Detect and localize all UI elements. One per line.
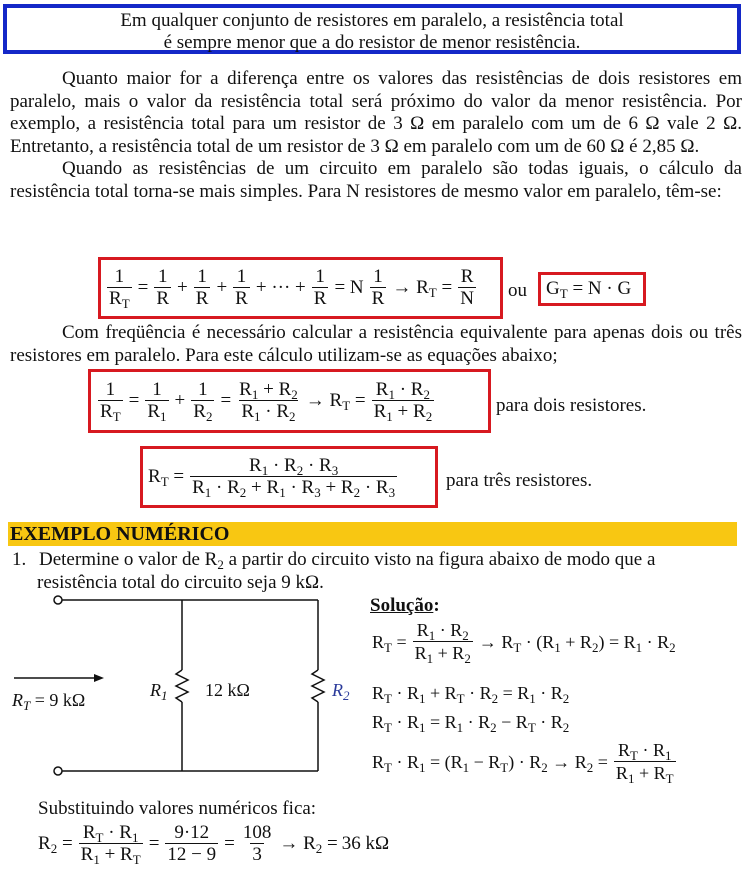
numeric-solution: $R_2$ = $\frac{R_T \cdot R_1}{R_1 + R_T}$ = $\frac{9\cdot 12}{12 - 9}$ = $\frac{108}{3}$ → $R_2$ = 36 kΩ: [38, 822, 390, 867]
highlight-note: [3, 4, 741, 54]
paragraph-2: Quando as resistências de um circuito em paralelo são todas iguais, o cálculo da resistência total torna-se mais simples. Para N resistores de mesmo valor em paralelo, têm-se:: [10, 158, 742, 202]
r1-label: $R_1$: [150, 680, 168, 703]
note-line-1: Em qualquer conjunto de resistores em paralelo, a resistência total: [120, 10, 624, 31]
text-block-2: [10, 322, 742, 367]
or-word: ou: [508, 280, 527, 301]
resistor-r2: [312, 670, 324, 702]
terminal-bottom: [54, 767, 62, 775]
solution-step-1: $R_T$ = $\frac{R_1 \cdot R_2}{R_1 + R_2}$ → $R_T \cdot (R_1 + R_2) = R_1 \cdot R_2$: [372, 620, 676, 666]
equation-conductance: $G_T = N \cdot G$: [538, 272, 646, 306]
equation-three-resistors: $R_T$ = $\frac{R_1 \cdot R_2 \cdot R_3}{R_1 \cdot R_2 + R_1 \cdot R_3 + R_2 \cdot R_3}$: [140, 446, 438, 508]
exercise-line-1-pre: Determine o valor de R: [39, 549, 218, 570]
text-block-1: [10, 68, 742, 203]
exercise-statement: [12, 548, 655, 594]
solution-step-4: $R_T \cdot R_1 = (R_1 - R_T) \cdot R_2 \to R_2$ = $\frac{R_T \cdot R_1}{R_1 + R_T}$: [372, 740, 674, 786]
equation-n-resistors: $\frac{1}{R_T}$ = $\frac{1}{R}$ + $\frac{1}{R}$ + $\frac{1}{R}$ + ··· + $\frac{1}{R}$ = N $\frac{1}{R}$ → $R_T$ = $\frac{R}{N}$: [98, 257, 503, 319]
r2-label: $R_2$: [332, 680, 350, 703]
numeric-result: 36 kΩ: [341, 833, 390, 854]
paragraph-3: Com freqüência é necessário calcular a resistência equivalente para apenas dois ou três resistores em paralelo. Para este cálculo utilizam-se as equações abaixo;: [10, 322, 742, 366]
numeric-num-2: 108: [242, 822, 272, 843]
solution-heading: Solução:: [370, 595, 440, 616]
solution-step-3: $R_T \cdot R_1 = R_1 \cdot R_2 - R_T \cdot R_2$: [372, 712, 570, 735]
numeric-den-1: 12 − 9: [167, 844, 217, 865]
rt-label: $R_T = 9$ kΩ: [12, 690, 86, 713]
substitution-text: Substituindo valores numéricos fica:: [38, 798, 317, 819]
resistor-r1: [176, 670, 188, 702]
exercise-line-1-post: a partir do circuito visto na figura abaixo de modo que a: [223, 549, 656, 570]
label-three-resistors: para três resistores.: [446, 470, 593, 491]
exercise-line-1-sub: 2: [217, 557, 224, 572]
exercise-number: 1.: [12, 549, 27, 570]
numeric-den-2: 3: [252, 844, 262, 865]
r1-value: 12 kΩ: [205, 680, 250, 700]
paragraph-1: Quanto maior for a diferença entre os valores das resistências de dois resistores em paralelo, mais o valor da resistência total será próximo do valor da menor resistência. Por exemplo, a resistência total para um resistor de 3 Ω em paralelo com um de 6 Ω vale 2 Ω. Entretanto, a resistência total de um resistor de 3 Ω em paralelo com um de 60 Ω é 2,85 Ω.: [10, 68, 742, 157]
exercise-line-2: resistência total do circuito seja 9 kΩ.: [37, 572, 324, 593]
label-two-resistors: para dois resistores.: [496, 395, 647, 416]
numeric-num-1: 9·12: [174, 822, 210, 843]
solution-step-2: $R_T \cdot R_1 + R_T \cdot R_2 = R_1 \cdot R_2$: [372, 683, 570, 706]
terminal-top: [54, 596, 62, 604]
arrow-icon: [94, 674, 104, 682]
section-title: EXEMPLO NUMÉRICO: [8, 522, 737, 546]
equation-two-resistors: $\frac{1}{R_T}$ = $\frac{1}{R_1}$ + $\frac{1}{R_2}$ = $\frac{R_1 + R_2}{R_1 \cdot R_2}$ → $R_T$ = $\frac{R_1 \cdot R_2}{R_1 + R_2}$: [88, 369, 491, 433]
note-line-2: é sempre menor que a do resistor de menor resistência.: [163, 32, 581, 53]
